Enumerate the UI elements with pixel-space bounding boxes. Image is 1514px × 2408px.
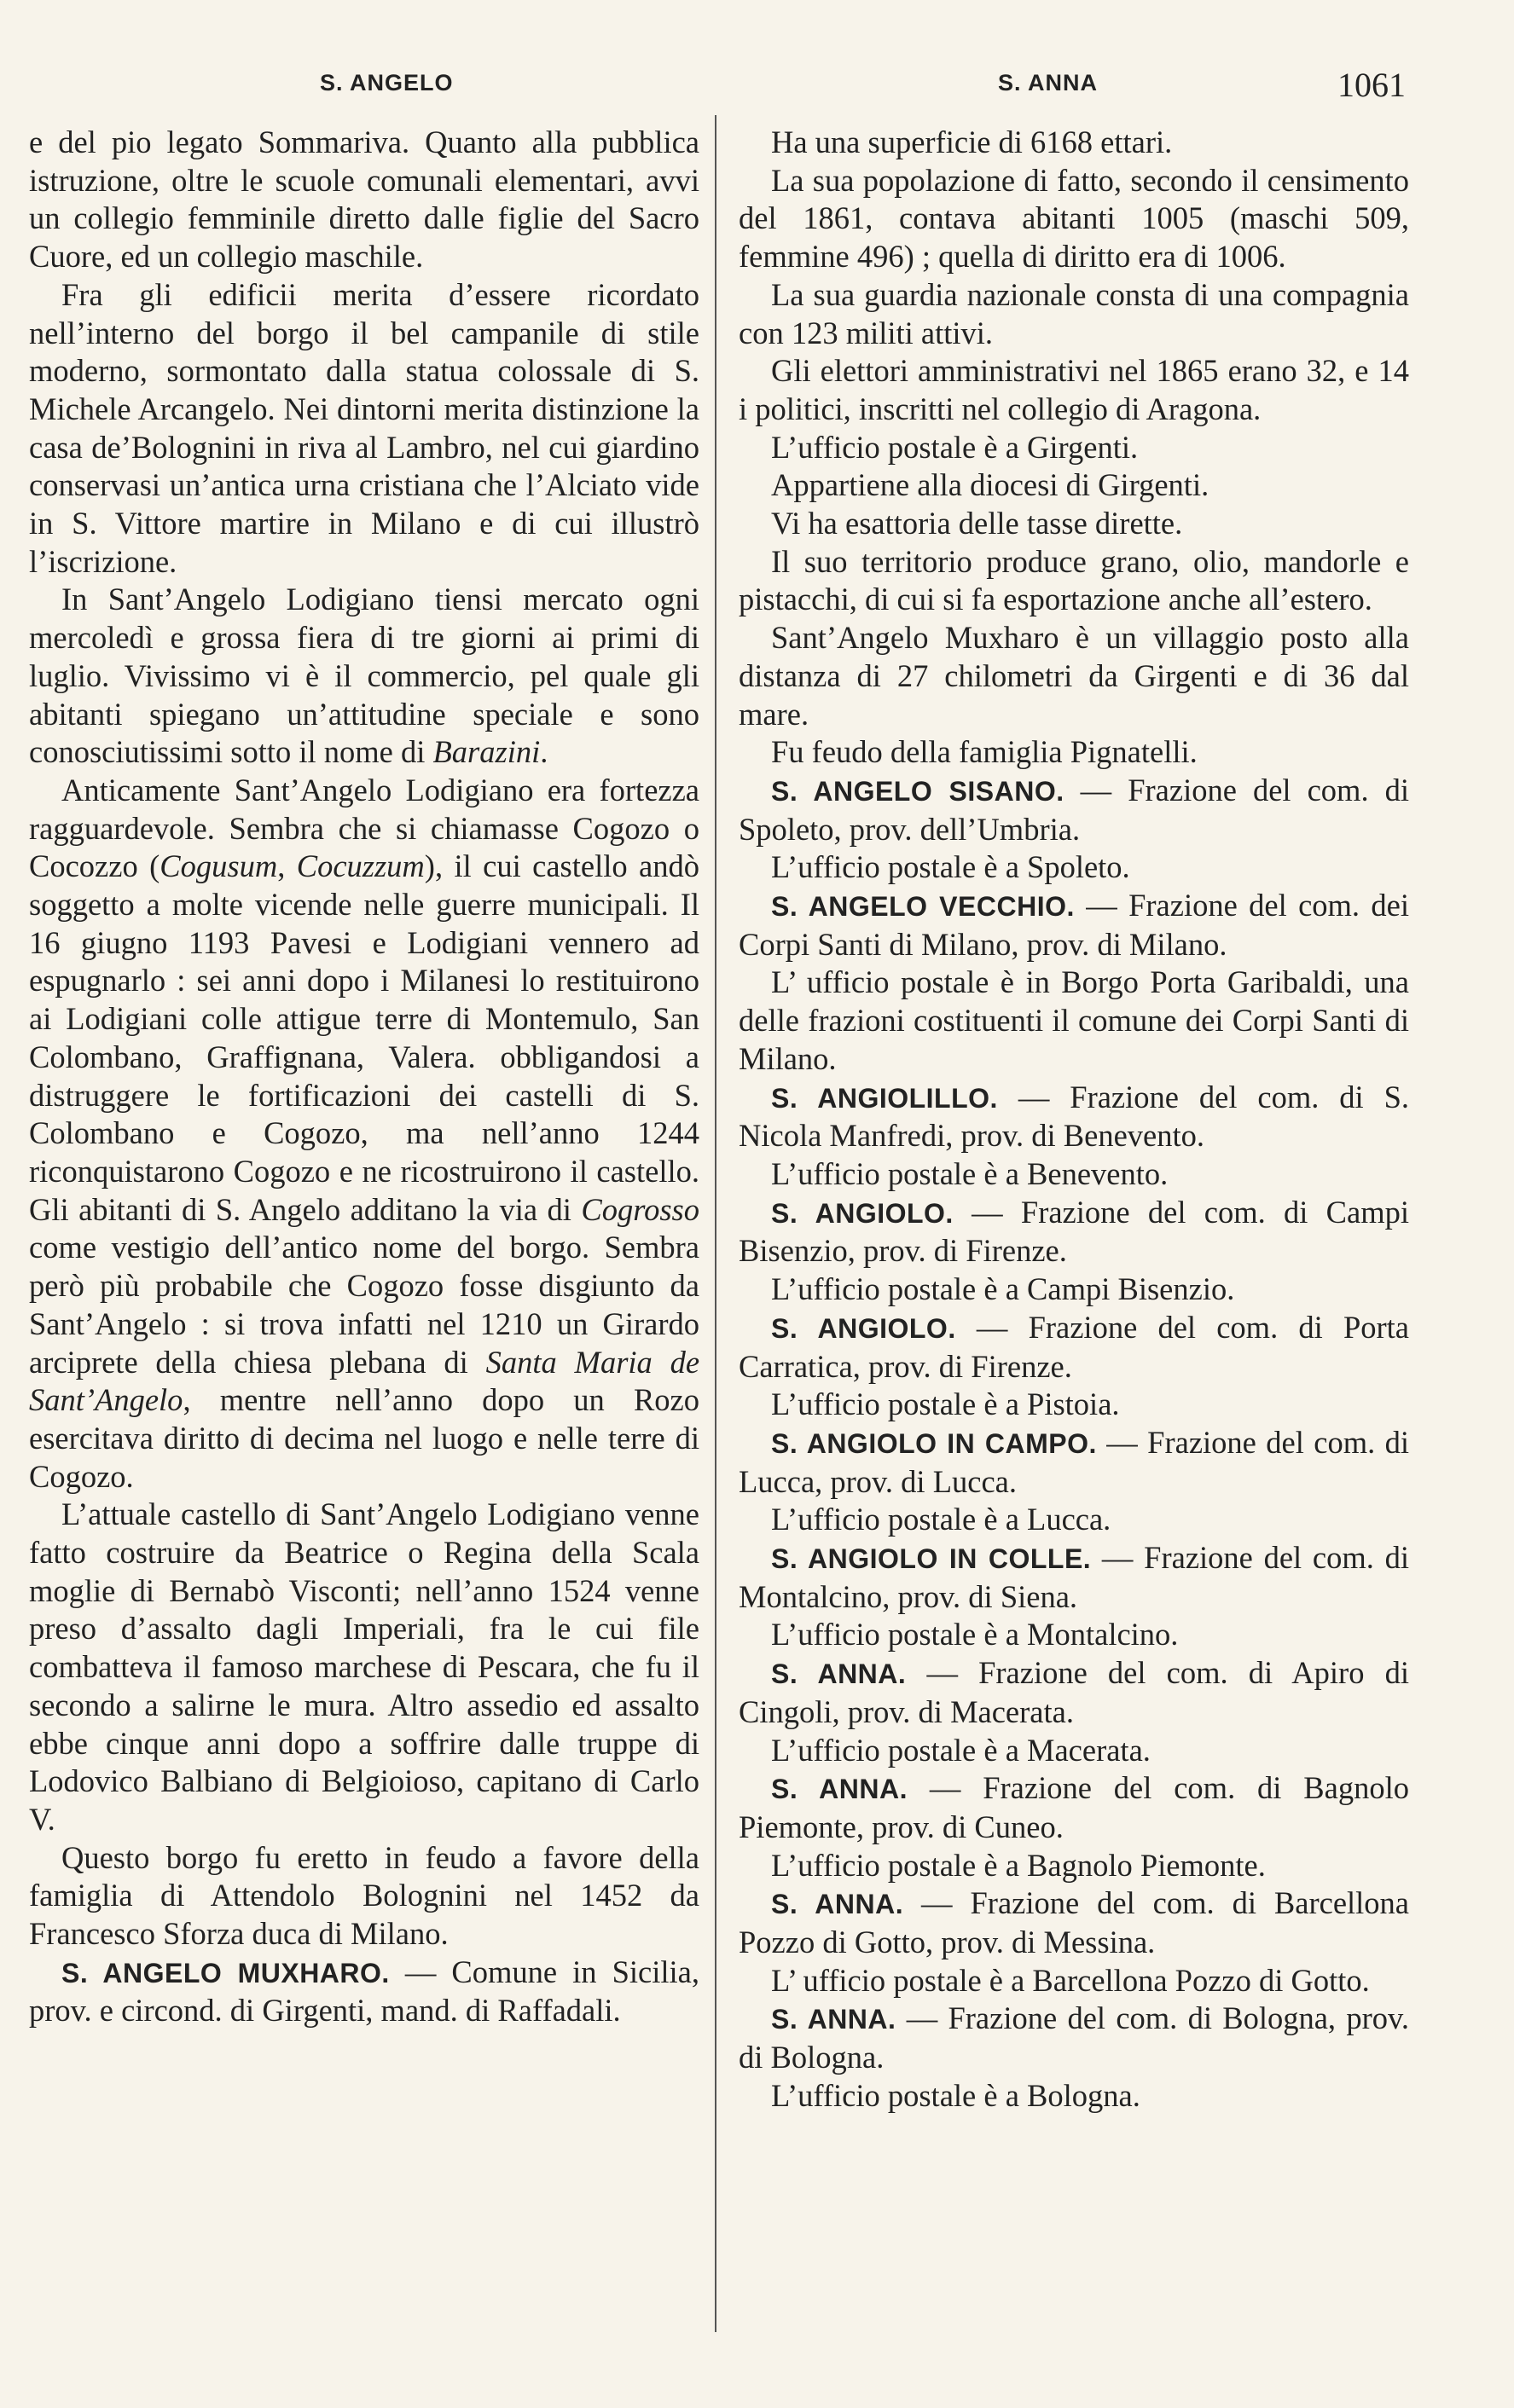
paragraph: Questo borgo fu eretto in feudo a favore della famiglia di Attendolo Bolognini nel 1452 da Francesco Sforza duca di Milano. (29, 1839, 699, 1952)
entry-heading: S. ANGIOLO. (771, 1197, 954, 1229)
entry-heading: S. ANNA. (771, 1658, 907, 1690)
italic-term: Cogrosso (581, 1191, 699, 1227)
entry-heading: S. ANGELO SISANO. (771, 775, 1064, 807)
paragraph: La sua guardia nazionale consta di una compagnia con 123 militi attivi. (739, 276, 1409, 350)
left-column (29, 124, 699, 2030)
postal-note: L’ ufficio postale è a Barcellona Pozzo di Gotto. (771, 1962, 1370, 1998)
entry: S. ANGELO SISANO. — Frazione del com. di Spoleto, prov. dell’Umbria. (739, 772, 1409, 847)
paragraph: Il suo territorio produce grano, olio, mandorle e pistacchi, di cui si fa esportazione anche all’estero. (739, 543, 1409, 617)
entry-heading: S. ANGIOLO IN COLLE. (771, 1543, 1092, 1575)
entry-heading: S. ANNA. (771, 2004, 896, 2035)
entry: S. ANGIOLO. — Frazione del com. di Campi Bisenzio, prov. di Firenze. (739, 1194, 1410, 1269)
running-head-right: S. ANNA (998, 70, 1099, 96)
entry-heading: S. ANGELO VECCHIO. (771, 891, 1075, 923)
paragraph: Ha una superficie di 6168 ettari. (771, 124, 1173, 159)
paragraph: Fu feudo della famiglia Pignatelli. (771, 734, 1198, 770)
postal-note: L’ufficio postale è a Bagnolo Piemonte. (771, 1847, 1266, 1883)
postal-note: L’ufficio postale è a Benevento. (771, 1155, 1169, 1191)
paragraph: Fra gli edificii merita d’essere ricordato nell’interno del borgo il bel campanile di stile moderno, sormontato dalla statua colossale di S. Michele Arcangelo. Nei dintorni merita distinzione la casa de’Bolognini in riva al Lambro, nel cui giardino conservasi un’antica urna cristiana che l’Alciato vide in S. Vittore martire in Milano e di cui illustrò l’iscrizione. (29, 276, 699, 579)
postal-note: L’ufficio postale è a Montalcino. (771, 1617, 1179, 1653)
paragraph: Vi ha esattoria delle tasse dirette. (771, 506, 1183, 541)
paragraph: Appartiene alla diocesi di Girgenti. (771, 467, 1209, 503)
postal-note: L’ufficio postale è a Spoleto. (771, 849, 1130, 885)
paragraph: Sant’Angelo Muxharo è un villaggio posto alla distanza di 27 chilometri da Girgenti e di 36 dal mare. (739, 620, 1409, 732)
entry-heading: S. ANGELO MUXHARO. (61, 1957, 390, 1988)
entry: S. ANGIOLO. — Frazione del com. di Porta Carratica, prov. di Firenze. (739, 1309, 1409, 1384)
entry: S. ANNA. — Frazione del com. di Bagnolo Piemonte, prov. di Cuneo. (739, 1770, 1409, 1844)
column-divider (715, 115, 716, 2332)
postal-note: L’ ufficio postale è in Borgo Porta Garibaldi, una delle frazioni costituenti il comune dei Corpi Santi di Milano. (739, 964, 1409, 1076)
page-number: 1061 (1337, 66, 1406, 104)
entry: S. ANGIOLILLO. — Frazione del com. di S. Nicola Manfredi, prov. di Benevento. (739, 1079, 1409, 1154)
entry: S. ANNA. — Frazione del com. di Bologna, prov. di Bologna. (739, 2000, 1409, 2075)
entry: S. ANGELO VECCHIO. — Frazione del com. dei Corpi Santi di Milano, prov. di Milano. (739, 888, 1409, 962)
running-head-left: S. ANGELO (320, 70, 454, 96)
entry: S. ANGIOLO IN CAMPO. — Frazione del com. di Lucca, prov. di Lucca. (739, 1424, 1410, 1499)
paragraph: L’ufficio postale è a Girgenti. (771, 429, 1139, 465)
entry-heading: S. ANGIOLO. (771, 1312, 956, 1344)
paragraph: In Sant’Angelo Lodigiano tiensi mercato ogni mercoledì e grossa fiera di tre giorni ai primi di luglio. Vivissimo vi è il commercio, pel quale gli abitanti spiegano un’attitudine speciale e sono conosciutissimi sotto il nome di Barazini. (29, 582, 699, 770)
postal-note: L’ufficio postale è a Macerata. (771, 1732, 1151, 1768)
right-column (739, 124, 1409, 2116)
postal-note: L’ufficio postale è a Pistoia. (771, 1386, 1120, 1422)
italic-term: Cocuzzum (296, 848, 425, 884)
paragraph: Gli elettori amministrativi nel 1865 erano 32, e 14 i politici, inscritti nel collegio di Aragona. (739, 353, 1409, 426)
entry-heading: S. ANNA. (771, 1774, 908, 1805)
entry-s-angelo-muxharo: S. ANGELO MUXHARO. — Comune in Sicilia, prov. e circond. di Girgenti, mand. di Raffadali. (29, 1954, 700, 2029)
entry-heading: S. ANGIOLILLO. (771, 1082, 998, 1114)
paragraph: Anticamente Sant’Angelo Lodigiano era fortezza ragguardevole. Sembra che si chiamasse Cogozo o Cocozzo (Cogusum, Cocuzzum), il cui castello andò soggetto a molte vicende nelle guerre municipali. Il 16 giugno 1193 Pavesi e Lodigiani vennero ad espugnarlo : sei anni dopo i Milanesi lo restituirono ai Lodigiani colle attigue terre di Montemulo, San Colombano, Graffignana, Valera. obbligandosi a distruggere le fortificazioni dei castelli di S. Colombano e Cogozo, ma nell’anno 1244 riconquistarono Cogozo e ne ricostruirono il castello. Gli abitanti di S. Angelo additano la via di Cogrosso come vestigio dell’antico nome del borgo. Sembra però più probabile che Cogozo fosse disgiunto da Sant’Angelo : si trova infatti nel 1210 un Girardo arciprete della chiesa plebana di Santa Maria de Sant’Angelo, mentre nell’anno dopo un Rozo esercitava diritto di decima nel luogo e nelle terre di Cogozo. (29, 772, 700, 1494)
entry-heading: S. ANGIOLO IN CAMPO. (771, 1427, 1097, 1459)
paragraph: La sua popolazione di fatto, secondo il censimento del 1861, contava abitanti 1005 (maschi 509, femmine 496) ; quella di diritto era di 1006. (739, 162, 1409, 275)
postal-note: L’ufficio postale è a Campi Bisenzio. (771, 1271, 1235, 1307)
italic-term: Santa Maria de Sant’Angelo (29, 1344, 700, 1418)
italic-term: Barazini (432, 734, 541, 770)
entry-heading: S. ANNA. (771, 1889, 904, 1920)
entry: S. ANGIOLO IN COLLE. — Frazione del com. di Montalcino, prov. di Siena. (739, 1540, 1410, 1614)
postal-note: L’ufficio postale è a Lucca. (771, 1502, 1111, 1537)
entry: S. ANNA. — Frazione del com. di Barcellona Pozzo di Gotto, prov. di Messina. (739, 1885, 1410, 1960)
paragraph: L’attuale castello di Sant’Angelo Lodigiano venne fatto costruire da Beatrice o Regina della Scala moglie di Bernabò Visconti; nell’anno 1524 venne preso d’assalto dagli Imperiali, fra le cui file combatteva il famoso marchese di Pescara, che fu il secondo a salirne le mura. Altro assedio ed assalto ebbe cinque anni dopo a soffrire dalle truppe di Lodovico Balbiano di Belgioioso, capitano di Carlo V. (29, 1496, 699, 1837)
italic-term: Cogusum (160, 848, 278, 884)
entry: S. ANNA. — Frazione del com. di Apiro di Cingoli, prov. di Macerata. (739, 1655, 1409, 1729)
postal-note: L’ufficio postale è a Bologna. (771, 2077, 1140, 2113)
paragraph: e del pio legato Sommariva. Quanto alla pubblica istruzione, oltre le scuole comunali elementari, avvi un collegio femminile diretto dalle figlie del Sacro Cuore, ed un collegio maschile. (29, 124, 699, 275)
